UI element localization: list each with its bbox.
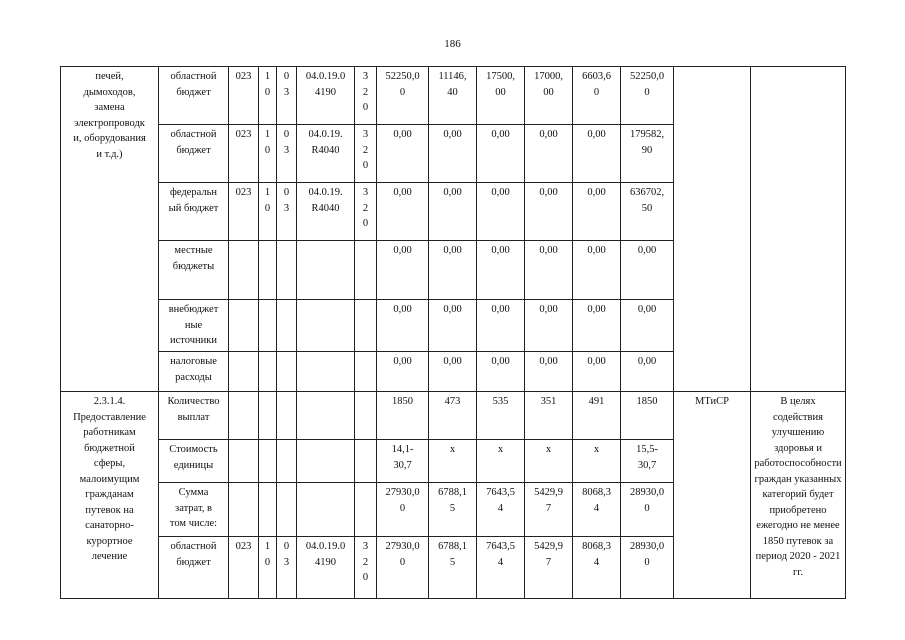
value-cell xyxy=(477,241,525,300)
funding-source-line: выплат xyxy=(177,411,210,423)
code-grbs xyxy=(229,300,259,352)
value-cell xyxy=(377,183,429,241)
value-cell xyxy=(377,537,429,599)
funding-source-line: внебюджет xyxy=(168,304,219,315)
measure-name-line: Предоставление xyxy=(73,411,146,423)
funding-source-line: областной xyxy=(170,129,217,140)
code-vr-line: 0 xyxy=(362,160,369,171)
code-csr xyxy=(297,440,355,483)
value-cell-line: 1850 xyxy=(392,396,413,407)
code-pr xyxy=(277,300,297,352)
value-cell-line: 0,00 xyxy=(637,245,657,256)
value-cell xyxy=(377,392,429,440)
table-row xyxy=(61,67,846,125)
code-csr xyxy=(297,392,355,440)
value-cell-line: 491 xyxy=(588,396,605,407)
value-cell-line: 0,00 xyxy=(491,245,510,256)
code-pr xyxy=(277,440,297,483)
value-cell-line: 0,00 xyxy=(491,356,510,367)
code-vr-line: 3 xyxy=(362,187,369,198)
measure-name-line: курортное xyxy=(86,535,133,547)
code-vr xyxy=(355,183,377,241)
code-grbs: 023 xyxy=(229,183,259,241)
value-cell xyxy=(429,352,477,392)
value-cell-line: 0,00 xyxy=(491,304,510,315)
code-vr xyxy=(355,125,377,183)
result-cell-line: улучшению xyxy=(771,427,825,438)
code-pr xyxy=(277,352,297,392)
funding-source xyxy=(159,392,229,440)
value-cell-line: 0 xyxy=(399,556,406,568)
value-cell-line: 7643,5 xyxy=(486,541,515,552)
value-cell-line: 0,00 xyxy=(587,187,606,198)
value-cell-line: 179582, xyxy=(629,129,665,140)
value-cell-line: 7 xyxy=(545,556,552,568)
code-pr-line: 0 xyxy=(283,187,290,198)
value-cell xyxy=(477,67,525,125)
value-cell-line: 0,00 xyxy=(393,129,412,140)
code-grbs: 023 xyxy=(229,125,259,183)
code-csr xyxy=(297,67,355,125)
value-cell xyxy=(525,125,573,183)
measure-name-line: и, оборудования xyxy=(73,133,146,144)
code-vr-line: 2 xyxy=(362,86,369,98)
value-cell-line: 0,00 xyxy=(393,187,412,198)
code-csr xyxy=(297,300,355,352)
code-vr-line: 2 xyxy=(362,202,369,214)
value-cell xyxy=(429,483,477,537)
code-grbs xyxy=(229,392,259,440)
value-cell-line: x xyxy=(593,444,600,455)
value-cell-line: 27930,0 xyxy=(385,541,420,552)
value-cell-line: 90 xyxy=(641,144,653,156)
code-rz xyxy=(259,241,277,300)
code-vr-line: 2 xyxy=(362,144,369,156)
code-csr xyxy=(297,483,355,537)
value-cell xyxy=(477,125,525,183)
funding-source-line: расходы xyxy=(175,371,212,383)
code-pr xyxy=(277,483,297,537)
code-rz-line: 0 xyxy=(264,556,271,568)
code-pr-line: 0 xyxy=(283,71,290,82)
value-cell xyxy=(525,352,573,392)
code-grbs xyxy=(229,241,259,300)
value-cell-line: 0,00 xyxy=(443,356,462,367)
result-cell-line: содействия xyxy=(773,411,823,423)
value-cell xyxy=(377,300,429,352)
value-cell-line: 8068,3 xyxy=(582,541,611,552)
value-cell-line: 6788,1 xyxy=(438,541,467,552)
value-cell xyxy=(477,483,525,537)
funding-source-line: затрат, в xyxy=(175,502,212,514)
code-grbs xyxy=(229,483,259,537)
code-pr-line: 0 xyxy=(283,129,290,140)
funding-source-line: налоговые xyxy=(170,356,217,367)
code-rz xyxy=(259,352,277,392)
value-cell xyxy=(621,392,674,440)
value-cell xyxy=(429,300,477,352)
funding-source-line: бюджет xyxy=(176,86,211,98)
value-cell xyxy=(377,440,429,483)
value-cell xyxy=(573,241,621,300)
code-pr xyxy=(277,125,297,183)
measure-name xyxy=(61,67,159,392)
code-vr xyxy=(355,440,377,483)
value-cell xyxy=(477,352,525,392)
value-cell xyxy=(477,440,525,483)
measure-name-line: дымоходов, xyxy=(83,86,136,98)
value-cell xyxy=(573,125,621,183)
funding-source-line: областной xyxy=(170,541,217,552)
measure-name-line: лечение xyxy=(91,551,128,562)
measure-name-line: гражданам xyxy=(85,489,134,500)
value-cell xyxy=(573,440,621,483)
value-cell-line: 5429,9 xyxy=(534,541,563,552)
value-cell-line: 28930,0 xyxy=(629,541,665,552)
value-cell-line: 473 xyxy=(444,396,461,407)
code-pr xyxy=(277,241,297,300)
value-cell-line: 0,00 xyxy=(393,245,412,256)
funding-source-line: бюджет xyxy=(176,556,211,568)
value-cell-line: 0,00 xyxy=(587,245,606,256)
value-cell-line: 00 xyxy=(495,86,506,98)
value-cell-line: 0,00 xyxy=(587,129,606,140)
value-cell-line: 4 xyxy=(593,556,600,568)
value-cell xyxy=(477,183,525,241)
value-cell-line: 0,00 xyxy=(393,304,412,315)
funding-source-line: бюджет xyxy=(176,144,211,156)
measure-name-line: сферы, xyxy=(93,458,126,469)
value-cell-line: 50 xyxy=(641,202,653,214)
value-cell-line: 0,00 xyxy=(539,187,558,198)
funding-source-line: федеральн xyxy=(170,187,217,198)
value-cell-line: 1850 xyxy=(636,396,658,407)
value-cell xyxy=(573,67,621,125)
code-csr-line: 04.0.19. xyxy=(308,187,343,198)
code-rz xyxy=(259,483,277,537)
funding-source-line: ные xyxy=(184,319,203,331)
value-cell xyxy=(525,67,573,125)
value-cell-line: 0,00 xyxy=(491,187,510,198)
value-cell-line: 0,00 xyxy=(443,187,462,198)
code-pr-line: 3 xyxy=(283,202,290,214)
value-cell xyxy=(573,300,621,352)
measure-name-line: печей, xyxy=(95,71,124,82)
code-pr xyxy=(277,183,297,241)
value-cell xyxy=(429,125,477,183)
measure-name-line: бюджетной xyxy=(84,442,135,454)
code-rz-line: 1 xyxy=(264,71,271,82)
value-cell-line: 7 xyxy=(545,502,552,514)
value-cell xyxy=(621,67,674,125)
value-cell-line: 17000, xyxy=(534,71,563,82)
result-cell xyxy=(751,392,846,599)
value-cell xyxy=(429,537,477,599)
code-csr xyxy=(297,352,355,392)
value-cell xyxy=(621,183,674,241)
code-rz-line: 1 xyxy=(264,187,271,198)
value-cell-line: 351 xyxy=(540,396,557,407)
funding-source xyxy=(159,440,229,483)
funding-source-line: том числе: xyxy=(169,518,218,529)
value-cell-line: 28930,0 xyxy=(629,487,665,498)
value-cell-line: 4 xyxy=(497,556,504,568)
value-cell-line: 535 xyxy=(492,396,509,407)
code-csr xyxy=(297,537,355,599)
funding-source-line: Стоимость xyxy=(169,444,218,455)
funding-source-line: Сумма xyxy=(178,487,209,498)
code-rz-line: 0 xyxy=(264,86,271,98)
funding-source xyxy=(159,300,229,352)
code-vr-line: 0 xyxy=(362,572,369,583)
code-pr xyxy=(277,537,297,599)
page-number: 186 xyxy=(444,38,461,50)
result-cell-line: гг. xyxy=(792,566,804,578)
value-cell xyxy=(621,483,674,537)
code-csr xyxy=(297,183,355,241)
value-cell-line: 7643,5 xyxy=(486,487,515,498)
code-csr-line: 4190 xyxy=(315,86,336,98)
value-cell xyxy=(429,67,477,125)
value-cell-line: x xyxy=(497,444,504,455)
value-cell-line: 40 xyxy=(447,86,458,98)
value-cell-line: 0 xyxy=(399,502,406,514)
value-cell-line: 636702, xyxy=(629,187,665,198)
value-cell xyxy=(621,125,674,183)
value-cell-line: 0,00 xyxy=(587,356,606,367)
value-cell xyxy=(377,352,429,392)
code-pr-line: 3 xyxy=(283,86,290,98)
measure-name-line: замена xyxy=(94,102,125,113)
value-cell-line: 0 xyxy=(399,86,406,98)
code-rz-line: 1 xyxy=(264,541,271,552)
executor-cell xyxy=(674,67,751,392)
value-cell xyxy=(429,241,477,300)
value-cell-line: 0,00 xyxy=(539,129,558,140)
value-cell xyxy=(477,300,525,352)
value-cell xyxy=(377,125,429,183)
result-cell-line: граждан указанных xyxy=(754,473,842,485)
code-rz-line: 0 xyxy=(264,144,271,156)
result-cell-line: 1850 путевок за xyxy=(762,535,834,547)
code-vr xyxy=(355,241,377,300)
value-cell xyxy=(477,392,525,440)
code-vr xyxy=(355,392,377,440)
value-cell xyxy=(429,440,477,483)
value-cell-line: 4 xyxy=(593,502,600,514)
value-cell xyxy=(525,440,573,483)
result-cell-line: здоровья и xyxy=(774,442,822,454)
code-rz xyxy=(259,392,277,440)
code-rz xyxy=(259,537,277,599)
funding-source-line: единицы xyxy=(173,459,214,471)
value-cell xyxy=(573,352,621,392)
value-cell-line: 30,7 xyxy=(393,459,412,471)
code-csr-line: 04.0.19.0 xyxy=(305,71,346,82)
table-row xyxy=(61,392,846,440)
result-cell-line: период 2020 - 2021 xyxy=(755,551,841,562)
value-cell xyxy=(573,483,621,537)
result-cell-line: В целях xyxy=(780,396,816,407)
funding-source-line: областной xyxy=(170,71,217,82)
code-csr xyxy=(297,241,355,300)
code-rz-line: 0 xyxy=(264,202,271,214)
code-rz-line: 1 xyxy=(264,129,271,140)
funding-source xyxy=(159,183,229,241)
value-cell-line: 0 xyxy=(644,556,650,568)
value-cell xyxy=(377,67,429,125)
code-grbs: 023 xyxy=(229,537,259,599)
code-vr xyxy=(355,483,377,537)
value-cell-line: 8068,3 xyxy=(582,487,611,498)
value-cell xyxy=(621,241,674,300)
value-cell-line: 0,00 xyxy=(539,245,558,256)
funding-source-line: бюджеты xyxy=(172,260,215,272)
value-cell xyxy=(525,537,573,599)
measure-name-line: работникам xyxy=(83,427,136,438)
code-vr xyxy=(355,352,377,392)
result-cell-line: приобретено xyxy=(769,504,827,516)
value-cell xyxy=(573,392,621,440)
code-pr xyxy=(277,392,297,440)
code-vr-line: 0 xyxy=(362,218,369,229)
value-cell-line: 14,1- xyxy=(391,444,414,455)
value-cell xyxy=(429,183,477,241)
value-cell xyxy=(621,352,674,392)
code-csr-line: R4040 xyxy=(311,144,340,156)
value-cell-line: x xyxy=(545,444,552,455)
measure-name-line: электропроводк xyxy=(74,117,145,129)
value-cell xyxy=(573,183,621,241)
result-cell-line: работоспособности xyxy=(754,458,842,469)
value-cell xyxy=(429,392,477,440)
funding-source-line: источники xyxy=(170,335,217,346)
code-csr xyxy=(297,125,355,183)
value-cell xyxy=(525,483,573,537)
measure-name-line: путевок на xyxy=(85,504,134,516)
value-cell-line: 0,00 xyxy=(443,129,462,140)
code-pr xyxy=(277,67,297,125)
value-cell-line: 5 xyxy=(449,502,456,514)
value-cell xyxy=(525,241,573,300)
value-cell-line: 15,5- xyxy=(636,444,658,455)
value-cell-line: 30,7 xyxy=(637,459,657,471)
value-cell-line: 17500, xyxy=(486,71,515,82)
value-cell-line: 5 xyxy=(449,556,456,568)
value-cell-line: 0,00 xyxy=(443,245,462,256)
code-vr-line: 0 xyxy=(362,102,369,113)
funding-source xyxy=(159,537,229,599)
measure-name-line: малоимущим xyxy=(79,473,140,485)
value-cell-line: 0,00 xyxy=(637,356,657,367)
value-cell xyxy=(525,300,573,352)
value-cell-line: 52250,0 xyxy=(629,71,665,82)
code-grbs: 023 xyxy=(229,67,259,125)
value-cell-line: 5429,9 xyxy=(534,487,563,498)
value-cell xyxy=(573,537,621,599)
code-grbs xyxy=(229,440,259,483)
code-vr xyxy=(355,300,377,352)
funding-source xyxy=(159,67,229,125)
budget-table xyxy=(60,66,846,599)
executor-cell: МТиСР xyxy=(674,392,751,599)
code-rz xyxy=(259,125,277,183)
value-cell xyxy=(477,537,525,599)
value-cell xyxy=(621,537,674,599)
code-vr-line: 3 xyxy=(362,71,369,82)
value-cell-line: 0,00 xyxy=(443,304,462,315)
value-cell-line: 6788,1 xyxy=(438,487,467,498)
value-cell-line: 0,00 xyxy=(587,304,606,315)
code-csr-line: 4190 xyxy=(315,556,336,568)
value-cell-line: 0,00 xyxy=(491,129,510,140)
result-cell xyxy=(751,67,846,392)
value-cell-line: 27930,0 xyxy=(385,487,420,498)
code-pr-line: 3 xyxy=(283,556,290,568)
funding-source xyxy=(159,125,229,183)
measure-name-line: 2.3.1.4. xyxy=(93,396,126,407)
code-vr xyxy=(355,67,377,125)
code-csr-line: 04.0.19.0 xyxy=(305,541,346,552)
value-cell-line: 0 xyxy=(644,86,650,98)
value-cell xyxy=(621,440,674,483)
code-pr-line: 3 xyxy=(283,144,290,156)
value-cell xyxy=(377,241,429,300)
value-cell-line: 0 xyxy=(644,502,650,514)
value-cell-line: 0 xyxy=(593,86,600,98)
value-cell-line: x xyxy=(449,444,456,455)
code-grbs xyxy=(229,352,259,392)
code-pr-line: 0 xyxy=(283,541,290,552)
code-vr-line: 3 xyxy=(362,541,369,552)
code-vr-line: 3 xyxy=(362,129,369,140)
funding-source-line: ый бюджет xyxy=(168,202,219,214)
funding-source-line: местные xyxy=(174,245,213,256)
result-cell-line: ежегодно не менее xyxy=(756,520,840,531)
value-cell xyxy=(621,300,674,352)
code-rz xyxy=(259,183,277,241)
value-cell xyxy=(525,392,573,440)
value-cell-line: 11146, xyxy=(438,71,467,82)
measure-name-line: и т.д.) xyxy=(96,148,123,160)
value-cell-line: 6603,6 xyxy=(582,71,611,82)
funding-source xyxy=(159,241,229,300)
measure-name-line: санаторно- xyxy=(85,520,134,531)
code-csr-line: R4040 xyxy=(311,202,340,214)
code-rz xyxy=(259,440,277,483)
measure-name xyxy=(61,392,159,599)
value-cell-line: 0,00 xyxy=(393,356,412,367)
value-cell-line: 0,00 xyxy=(539,304,558,315)
code-rz xyxy=(259,300,277,352)
code-vr xyxy=(355,537,377,599)
value-cell-line: 52250,0 xyxy=(385,71,420,82)
result-cell-line: категорий будет xyxy=(762,489,834,500)
funding-source xyxy=(159,352,229,392)
code-csr-line: 04.0.19. xyxy=(308,129,343,140)
code-vr-line: 2 xyxy=(362,556,369,568)
value-cell-line: 00 xyxy=(543,86,554,98)
value-cell xyxy=(525,183,573,241)
code-rz xyxy=(259,67,277,125)
value-cell-line: 0,00 xyxy=(539,356,558,367)
value-cell xyxy=(377,483,429,537)
funding-source xyxy=(159,483,229,537)
value-cell-line: 4 xyxy=(497,502,504,514)
funding-source-line: Количество xyxy=(167,396,220,407)
value-cell-line: 0,00 xyxy=(637,304,657,315)
